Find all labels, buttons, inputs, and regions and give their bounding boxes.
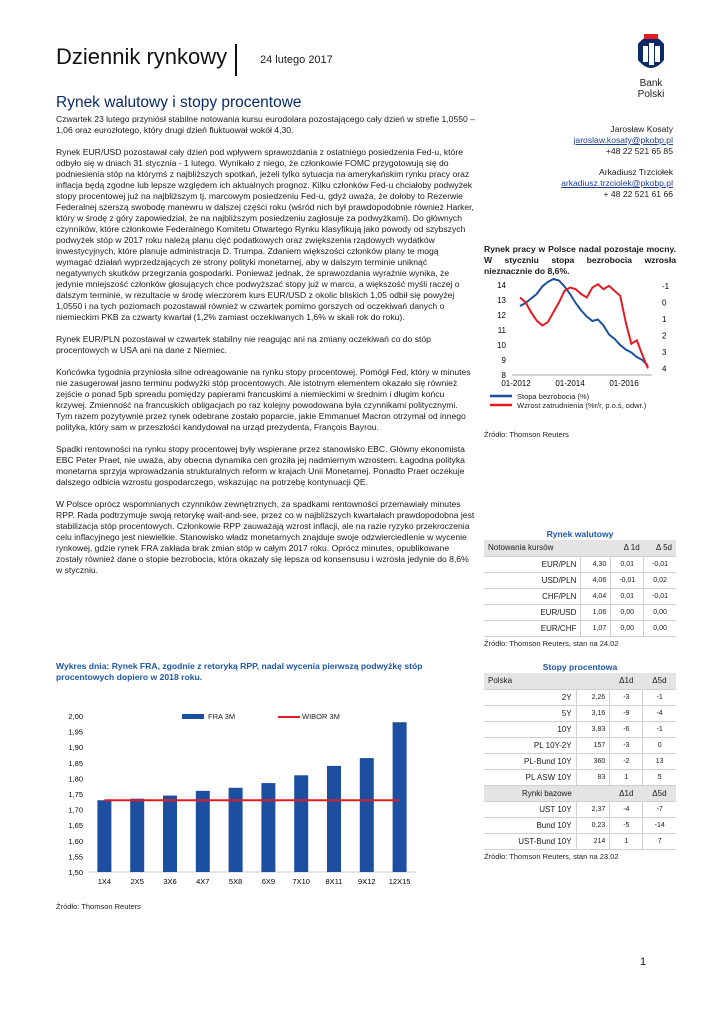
article-body: [56, 114, 476, 587]
fx-row: [484, 620, 676, 636]
row-value: 4,06: [581, 572, 611, 588]
fra-bar: [196, 791, 210, 872]
row-label: EUR/USD: [484, 604, 581, 620]
y-tick-label: 1,80: [68, 774, 83, 784]
legend-unemployment: Stopa bezrobocia (%): [517, 392, 590, 401]
y-right-tick: -1: [662, 281, 670, 291]
row-value: 1: [610, 769, 643, 785]
legend-swatches: [490, 392, 514, 412]
y-left-tick: 9: [501, 356, 506, 365]
contact-name: Arkadiusz Trzciołek: [598, 167, 673, 177]
legend-swatch-fra: [182, 714, 204, 719]
x-tick-label: 1X4: [97, 877, 112, 886]
y-left-tick: 11: [497, 326, 506, 335]
row-value: -0,01: [611, 572, 644, 588]
contact-email-link[interactable]: jaroslaw.kosaty@pkobp.pl: [573, 135, 673, 145]
row-value: 2,26: [576, 689, 610, 705]
row-value: -4: [610, 801, 643, 817]
row-value: 0,00: [644, 604, 676, 620]
row-value: 0: [643, 737, 676, 753]
fx-header: Δ 1d: [611, 540, 644, 556]
fx-row: [484, 604, 676, 620]
bank-name: Bank Polski: [637, 78, 665, 100]
rates-header: Δ1d: [610, 673, 643, 689]
side-chart-source: Źródło: Thomson Reuters: [484, 430, 569, 439]
row-value: 0,00: [644, 620, 676, 636]
fx-row: [484, 588, 676, 604]
row-value: -9: [610, 705, 643, 721]
y-left-tick: 13: [497, 296, 506, 305]
row-value: -2: [610, 753, 643, 769]
y-right-tick: 3: [662, 347, 667, 357]
x-tick-label: 6X9: [261, 877, 276, 886]
rates-row: [484, 801, 676, 817]
title-divider: [235, 44, 237, 76]
rates-header: Δ1d: [610, 785, 643, 801]
x-tick-label: 01-2012: [501, 379, 531, 388]
x-tick-label: 3X6: [163, 877, 177, 886]
paragraph-2: Rynek EUR/USD pozostawał cały dzień pod wpływem sprawozdania z ostatniego posiedzenia Fed-u, które odbyło się w dniach 31 stycznia - 1 lutego. Wynikało z niego, że członkowie FOMC przygotowują się do podniesienia stóp na którymś z najbliższych spotkań, jeżeli tylko sytuacja na amerykańskim rynku pracy oraz inflacja będą zgodne lub lepsze względem ich aktualnych prognoz. Kilku członków Fed-u chciałoby podwyżek stopy procentowej już na najbliższym tj. marcowym posiedzeniu Fed-u, gdyż uważa, że dołoby to Rezerwie Federalnej szerszą swobodę manewru w dalszej części roku (wśród nich był prawdopodobnie również Harker, który w środę z góry zapowiedział, że na najbliższym posiedzeniu zagłosuje za podwyżkami). Do głównych czynników, które członkowie Federalnego Komitetu Otwartego Rynku klasyfikują jako powody od szybszych podwyżek stóp w 2017 roku należą planu cięć podatkowych oraz zwiększenia rządowych wydatków inwestycyjnych, które planuje administracja D. Trumpa. Zdaniem większości członków plany te mogą wymagać działań wyprzedzających ze strony polityki monetarnej, aby w dalszym terminie uniknąć negatywnych skutków przegrzania gospodarki. Ponieważ jednak, że sprawozdania wyraźnie wynika, że jedynie mniejszość członków głosujących chce podwyższać stopy już w marcu, a większość myśli raczej o dalszym terminie, w rezultacie w środę wieczorem kurs EUR/USD z okolic bliskich 1,05 odbił się powyżej 1,0550 i na tych poziomach pozostawał również w czwartek pomimo gorszych od oczekiwań danych o niemieckim PKB za czwarty kwartał (1,2% zamiast oczekiwanych 1,6% w skali rok do roku).: [56, 147, 474, 322]
row-label: PL ASW 10Y: [484, 769, 576, 785]
row-value: -5: [610, 817, 643, 833]
fra-bar: [360, 758, 374, 872]
fx-header: Notowania kursów: [484, 540, 581, 556]
row-value: 0,01: [611, 588, 644, 604]
fx-table-source: Źródło: Thomson Reuters, stan na 24.02: [484, 639, 619, 648]
article-heading: Rynek walutowy i stopy procentowe: [56, 94, 302, 111]
row-value: 0,00: [611, 604, 644, 620]
y-tick-label: 1,60: [68, 836, 83, 846]
paragraph-1: Czwartek 23 lutego przyniósł stabilne notowania kursu eurodolara pozostającego cały dzień w strefie 1,0550 – 1,06 oraz eurozłotego, który drugi dzień fluktuował wokół 4,30.: [56, 114, 475, 135]
row-label: EUR/PLN: [484, 556, 581, 572]
fra-bar: [294, 775, 308, 872]
row-value: 0,23: [576, 817, 610, 833]
rates-row: [484, 721, 676, 737]
row-value: 7: [643, 833, 676, 849]
row-value: 0,01: [611, 556, 644, 572]
row-value: 1: [610, 833, 643, 849]
fx-header: Δ 5d: [644, 540, 676, 556]
y-tick-label: 1,85: [68, 758, 83, 768]
row-label: 5Y: [484, 705, 576, 721]
row-value: -1: [643, 721, 676, 737]
page-number: 1: [640, 956, 647, 968]
side-chart-title: Rynek pracy w Polsce nadal pozostaje mocny. W styczniu stopa bezrobocia wzrosła nieznacznie do 8,6%.: [484, 244, 676, 276]
rates-header: Δ5d: [643, 785, 676, 801]
row-value: 13: [643, 753, 676, 769]
rates-row: [484, 753, 676, 769]
rates-row: [484, 833, 676, 849]
row-label: PL-Bund 10Y: [484, 753, 576, 769]
contacts: [483, 124, 673, 200]
row-label: 2Y: [484, 689, 576, 705]
y-tick-label: 1,65: [68, 821, 83, 831]
row-label: UST-Bund 10Y: [484, 833, 576, 849]
row-value: 2,37: [576, 801, 610, 817]
fx-row: [484, 556, 676, 572]
row-label: USD/PLN: [484, 572, 581, 588]
rates-header: [576, 673, 610, 689]
y-tick-label: 1,70: [68, 805, 83, 815]
y-left-tick: 8: [501, 371, 506, 380]
paragraph-3: Rynek EUR/PLN pozostawał w czwartek stabilny nie reagując ani na zmiany oczekiwań co do stóp procentowych w USA ani na dane z Niemiec.: [56, 334, 431, 355]
row-value: 5: [643, 769, 676, 785]
y-left-tick: 10: [497, 341, 506, 350]
row-label: Bund 10Y: [484, 817, 576, 833]
main-chart-caption: Wykres dnia: Rynek FRA, zgodnie z retoryką RPP, nadal wycenia pierwszą podwyżkę stóp procentowych dopiero w 2018 roku.: [56, 661, 423, 682]
row-value: -3: [610, 689, 643, 705]
row-value: -3: [610, 737, 643, 753]
rates-header: Rynki bazowe: [484, 785, 610, 801]
row-value: -0,01: [644, 588, 676, 604]
fra-bar: [327, 766, 341, 872]
contact-phone: +48 22 521 65 85: [605, 146, 673, 156]
rates-table-source: Źródło: Thomson Reuters, stan na 23.02: [484, 852, 619, 861]
legend-employment: Wzrost zatrudnienia (%r/r, p.o.ś, odwr.): [517, 401, 647, 410]
row-label: PL 10Y-2Y: [484, 737, 576, 753]
row-value: 157: [576, 737, 610, 753]
row-value: 83: [576, 769, 610, 785]
y-tick-label: 1,95: [68, 727, 83, 737]
x-tick-label: 01-2014: [555, 379, 585, 388]
paragraph-5: Spadki rentowności na rynku stopy procentowej były wspierane przez stanowisko EBC. Główny ekonomista EBC Peter Praet, nie uważa, aby obecna dynamika cen groziła jej nadmiernym wzrostem. Łagodna polityka monetarna sprzyja wprowadzania strukturalnych reform w krajach Unii Monetarnej. Ponadto Praet oczekuje dalszego odbicia wzrostu gospodarczego, wskazując na potrzebę kontynuacji QE.: [56, 444, 465, 487]
fx-header: [581, 540, 611, 556]
fx-row: [484, 572, 676, 588]
rates-header: Polska: [484, 673, 576, 689]
x-tick-label: 01-2016: [609, 379, 639, 388]
rates-row: [484, 769, 676, 785]
rates-row: [484, 737, 676, 753]
legend-wibor: WIBOR 3M: [302, 712, 340, 721]
rates-row: [484, 705, 676, 721]
rates-row: [484, 817, 676, 833]
rates-header: Δ5d: [643, 673, 676, 689]
fx-table: [484, 540, 676, 637]
y-right-tick: 1: [662, 314, 667, 324]
y-tick-label: 1,90: [68, 743, 83, 753]
row-value: -4: [643, 705, 676, 721]
row-label: CHF/PLN: [484, 588, 581, 604]
rates-table: [484, 673, 676, 850]
row-label: 10Y: [484, 721, 576, 737]
contact-email-link[interactable]: arkadiusz.trzciolek@pkobp.pl: [561, 178, 673, 188]
fra-bar: [261, 783, 275, 872]
x-tick-label: 7X10: [292, 877, 310, 886]
row-label: EUR/CHF: [484, 620, 581, 636]
report-date: 24 lutego 2017: [260, 54, 333, 66]
rates-table-title: Stopy procentowa: [542, 662, 618, 672]
page-title: Dziennik rynkowy: [56, 44, 228, 69]
row-value: 360: [576, 753, 610, 769]
row-value: -14: [643, 817, 676, 833]
y-right-tick: 0: [662, 298, 667, 308]
row-value: 1,07: [581, 620, 611, 636]
row-value: -6: [610, 721, 643, 737]
main-chart-source: Źródło: Thomson Reuters: [56, 902, 141, 911]
row-value: 0,02: [644, 572, 676, 588]
fra-bar: [97, 800, 111, 872]
rates-row: [484, 689, 676, 705]
row-value: -7: [643, 801, 676, 817]
contact-name: Jarosław Kosaty: [610, 124, 673, 134]
legend-fra: FRA 3M: [208, 712, 236, 721]
x-tick-label: 4X7: [196, 877, 210, 886]
y-left-tick: 14: [497, 281, 506, 290]
row-value: -1: [643, 689, 676, 705]
paragraph-4: Końcówka tygodnia przyniosła silne odreagowanie na rynku stopy procentowej. Pomógł Fed, który w minutes nie zasugerował jasno terminu podwyżki stóp procentowych. Ale istotnym elementem okazało się również zejście o ponad 5pb spreadu pomiędzy papierami francuskimi a niemieckimi w średnim i długim końcu krzywej. Zmienność na francuskich obligacjach po raz kolejny powodowana była czynnikami politycznymi. Tym razem pozytywnie przez rynek odebrane zostało poparcie, jakie Emmanuel Macron otrzymał od innego polityka, który sam w przeszłości kandydował na urząd prezydenta, François Bayrou.: [56, 367, 471, 432]
contact-phone: + 48 22 521 61 66: [603, 189, 673, 199]
row-value: 1,06: [581, 604, 611, 620]
fra-bar: [163, 796, 177, 872]
x-tick-label: 5X8: [228, 877, 243, 886]
pko-logo-icon: [636, 30, 666, 74]
row-value: 214: [576, 833, 610, 849]
x-tick-label: 9X12: [358, 877, 376, 886]
y-tick-label: 1,55: [68, 852, 83, 862]
fra-bar: [130, 799, 144, 872]
row-value: 3,83: [576, 721, 610, 737]
x-tick-label: 2X5: [130, 877, 144, 886]
fx-table-title: Rynek walutowy: [546, 529, 614, 539]
paragraph-6: W Polsce oprócz wspomnianych czynników zewnętrznych, za spadkami rentowności przemawiały minutes RPP. Rada podtrzymuje swoją retorykę wait-and-see, przez co w najbliższych kwartałach prawdopodobna jest stabilizacja stóp procentowych. Członkowie RPP zauważają wzrost inflacji, ale na razie ryzyko przekroczenia celu inflacyjnego jest niewielkie. Stanowisko władz monetarnych znajduje swoje odzwierciedlenie w wycenie rynkowej, gdzie rynek FRA zakłada brak zmian stóp w całym 2017 roku. Oprócz minutes, opublikowane zostały również dane o stopie bezrobocia, która okazały się lepsza od konsensusu i wzrosła jedynie do 8,6% w styczniu.: [56, 499, 475, 575]
employment-line: [520, 284, 648, 368]
x-tick-label: 12X15: [388, 877, 411, 886]
y-tick-label: 2,00: [68, 712, 83, 721]
row-value: 0,00: [611, 620, 644, 636]
y-right-tick: 2: [662, 331, 667, 341]
x-tick-label: 8X11: [325, 877, 343, 886]
row-value: -0,01: [644, 556, 676, 572]
fra-chart: [56, 702, 426, 894]
y-tick-label: 1,50: [68, 868, 83, 877]
row-value: 3,16: [576, 705, 610, 721]
row-label: UST 10Y: [484, 801, 576, 817]
y-right-tick: 4: [662, 364, 667, 374]
fra-legend-swatches: [182, 712, 312, 722]
y-tick-label: 1,75: [68, 790, 83, 799]
fra-bar: [393, 722, 407, 872]
row-value: 4,30: [581, 556, 611, 572]
row-value: 4,04: [581, 588, 611, 604]
y-left-tick: 12: [497, 311, 506, 320]
